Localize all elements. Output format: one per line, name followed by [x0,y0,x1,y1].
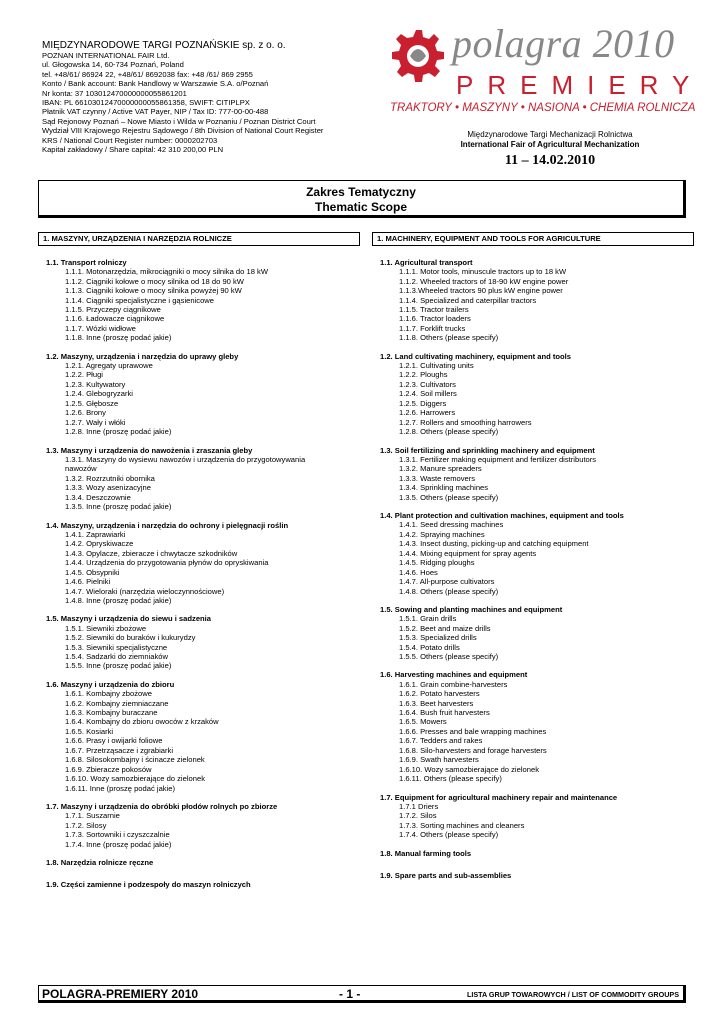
list-item: 1.2.7. Rollers and smoothing harrowers [399,417,532,427]
section-en-8 [380,849,694,858]
fair-name-en: International Fair of Agricultural Mechanization [460,140,640,149]
list-item: 1.1.2. Wheeled tractors of 18-90 kW engine power [399,276,569,286]
section-en-3 [380,446,694,502]
list-item: 1.2.4. Glebogryzarki [65,389,133,399]
section-list-en [372,246,694,880]
company-detail-line: POZNAN INTERNATIONAL FAIR Ltd. [42,51,170,60]
list-item: 1.4.4. Urządzenia do przygotowania płynów do opryskiwania [65,558,269,568]
logo-premiery: PREMIERY [456,70,704,100]
section-title: 1.5. Maszyny i urządzenia do siewu i sadzenia [46,614,212,624]
company-detail-line: Kapitał zakładowy / Share capital: 42 310 200,00 PLN [42,145,224,155]
list-item: 1.6.6. Presses and bale wrapping machines [399,726,547,736]
company-info [42,40,382,154]
list-item: 1.1.7. Wózki widłowe [65,323,136,333]
list-item: 1.2.8. Others (please specify) [399,427,499,437]
list-item: 1.2.7. Wały i włóki [65,417,126,427]
list-item: 1.1.6. Tractor loaders [399,314,471,324]
list-item: 1.1.6. Ładowacze ciągnikowe [65,314,165,324]
section-pl-2 [46,352,360,437]
list-item: 1.6.5. Mowers [399,717,447,727]
list-item: 1.5.3. Siewniki specjalistyczne [65,642,168,652]
section-title: 1.1. Agricultural transport [380,258,473,267]
list-item: 1.6.11. Others (please specify) [399,774,502,784]
list-item: 1.4.2. Opryskiwacze [65,539,134,549]
company-details [42,51,382,154]
section-title: 1.7. Maszyny i urządzenia do obróbki płodów rolnych po zbiorze [46,802,278,812]
list-item: 1.1.8. Others (please specify) [399,333,499,343]
section-en-1 [380,258,694,343]
list-item: 1.2.5. Diggers [399,398,447,408]
list-item: 1.5.2. Beet and maize drills [399,623,491,633]
list-item: 1.6.1. Kombajny zbożowe [65,689,152,699]
list-item: 1.5.5. Others (please specify) [399,651,499,661]
section-pl-9 [46,880,360,889]
list-item: 1.6.10. Wozy samozbierające do zielonek [65,774,205,784]
list-item: 1.5.2. Siewniki do buraków i kukurydzy [65,633,196,643]
list-item: 1.1.1. Motor tools, minuscule tractors up to 18 kW [399,267,567,277]
list-item: 1.2.5. Głębosze [65,398,119,408]
section-en-9 [380,871,694,880]
list-item: 1.2.3. Kultywatory [65,379,126,389]
list-item: 1.2.1. Agregaty uprawowe [65,361,153,371]
list-item: 1.7.1 Driers [399,801,439,811]
section-title: 1.2. Maszyny, urządzenia i narzędzia do uprawy gleby [46,351,239,361]
list-item: 1.1.7. Forklift trucks [399,323,466,333]
list-item: 1.6.3. Kombajny buraczane [65,707,158,717]
section-title: 1.2. Land cultivating machinery, equipment and tools [380,351,572,361]
list-item: 1.6.8. Silosokombajny i ścinacze zielonek [65,755,205,765]
list-item: 1.2.8. Inne (proszę podać jakie) [65,427,172,437]
section-title: 1.3. Maszyny i urządzenia do nawożenia i zraszania gleby [46,445,253,455]
section-title: 1.9. Części zamienne i podzespoły do maszyn rolniczych [46,880,251,890]
list-item: 1.6.3. Beet harvesters [399,698,474,708]
list-item: 1.6.7. Przetrząsacze i zgrabiarki [65,745,174,755]
gear-logo-icon [382,24,450,94]
polagra-logo [382,20,704,118]
title-en: Thematic Scope [314,200,408,214]
list-item: 1.5.3. Specialized drills [399,633,477,643]
company-detail-line: Nr konta: 37 103012470000000055861201 [42,88,187,98]
title-box [38,180,686,218]
list-item: 1.7.3. Sortowniki i czyszczalnie [65,830,170,840]
list-item: 1.3.1. Maszyny do wysiewu nawozów i urządzenia do przygotowywania nawozów [65,454,306,474]
list-item: 1.3.2. Manure spreaders [399,464,482,474]
list-item: 1.7.2. Silos [399,811,437,821]
column-english [372,232,694,880]
section-pl-5 [46,614,360,670]
list-item: 1.2.6. Harrowers [399,408,456,418]
footer-bar [38,985,686,1003]
section-pl-3 [46,446,360,512]
list-item: 1.3.5. Others (please specify) [399,492,499,502]
company-detail-line: tel. +48/61/ 86924 22, +48/61/ 8692038 fax: +48 /61/ 869 2955 [42,69,253,79]
section-title: 1.5. Sowing and planting machines and equipment [380,604,563,614]
section-en-2 [380,352,694,437]
list-item: 1.4.3. Insect dusting, picking-up and catching equipment [399,539,589,549]
section-list-pl [38,246,360,889]
list-item: 1.7.4. Inne (proszę podać jakie) [65,839,172,849]
fair-dates: 11 – 14.02.2010 [504,153,596,168]
section-en-5 [380,605,694,661]
company-detail-line: Konto / Bank account: Bank Handlowy w Warszawie S.A. o/Poznań [42,79,269,89]
section-title: 1.9. Spare parts and sub-assemblies [380,870,512,880]
list-item: 1.6.8. Silo-harvesters and forage harvesters [399,745,547,755]
company-detail-line: Wydział VIII Krajowego Rejestru Sądowego / 8th Division of National Court Register [42,126,324,136]
footer-title: POLAGRA-PREMIERY 2010 [42,987,199,1001]
fair-name-pl: Międzynarodowe Targi Mechanizacji Rolnictwa [467,130,633,139]
list-item: 1.4.8. Others (please specify) [399,586,499,596]
column-header-en: 1. MACHINERY, EQUIPMENT AND TOOLS FOR AGRICULTURE [372,232,694,246]
list-item: 1.1.4. Ciągniki specjalistyczne i gąsienicowe [65,295,214,305]
list-item: 1.4.8. Inne (proszę podać jakie) [65,595,172,605]
list-item: 1.4.5. Obsypniki [65,567,120,577]
list-item: 1.6.11. Inne (proszę podać jakie) [65,783,176,793]
list-item: 1.6.7. Tedders and rakes [399,736,483,746]
list-item: 1.7.3. Sorting machines and cleaners [399,820,525,830]
list-item: 1.1.2. Ciągniki kołowe o mocy silnika od 18 do 90 kW [65,276,244,286]
list-item: 1.6.4. Bush fruit harvesters [399,707,490,717]
list-item: 1.7.4. Others (please specify) [399,830,499,840]
section-en-4 [380,511,694,596]
list-item: 1.4.6. Pielniki [65,577,111,587]
section-title: 1.7. Equipment for agricultural machinery repair and maintenance [380,792,618,802]
list-item: 1.1.3. Ciągniki kołowe o mocy silnika powyżej 90 kW [65,286,242,296]
list-item: 1.3.4. Deszczownie [65,492,131,502]
section-pl-4 [46,521,360,606]
list-item: 1.4.2. Spraying machines [399,529,485,539]
list-item: 1.5.4. Potato drills [399,642,460,652]
list-item: 1.3.3. Waste removers [399,473,476,483]
page-number: - 1 - [339,987,361,1001]
list-item: 1.3.5. Inne (proszę podać jakie) [65,502,172,512]
logo-wordmark: polagra 2010 [452,21,675,66]
list-item: 1.2.1. Cultivating units [399,361,474,371]
list-item: 1.2.6. Brony [65,408,106,418]
section-title: 1.6. Harvesting machines and equipment [380,670,528,680]
list-item: 1.5.1. Siewniki zbożowe [65,623,147,633]
list-item: 1.4.3. Opylacze, zbieracze i chwytacze szkodników [65,548,238,558]
section-title: 1.8. Narzędzia rolnicze ręczne [46,858,154,868]
list-item: 1.3.2. Rozrzutniki obornika [65,473,155,483]
list-item: 1.6.6. Prasy i owijarki foliowe [65,736,163,746]
company-detail-line: KRS / National Court Register number: 0000202703 [42,135,218,145]
list-item: 1.6.10. Wozy samozbierające do zielonek [399,764,539,774]
section-en-7 [380,793,694,840]
company-detail-line: Płatnik VAT czynny / Active VAT Payer, NIP / Tax ID: 777-00-00-488 [42,107,269,117]
list-item: 1.1.3.Wheeled tractors 90 plus kW engine power [399,286,563,296]
list-item: 1.5.5. Inne (proszę podać jakie) [65,661,172,671]
list-item: 1.2.4. Soil millers [399,389,457,399]
section-title: 1.4. Maszyny, urządzenia i narzędzia do ochrony i pielęgnacji roślin [46,520,289,530]
section-title: 1.1. Transport rolniczy [46,258,127,267]
section-title: 1.4. Plant protection and cultivation machines, equipment and tools [380,511,624,521]
list-item: 1.3.4. Sprinkling machines [399,483,489,493]
list-item: 1.4.5. Ridging ploughs [399,558,475,568]
column-polish [38,232,360,889]
list-item: 1.7.1. Suszarnie [65,811,120,821]
section-pl-6 [46,680,360,793]
column-header-pl: 1. MASZYNY, URZĄDZENIA I NARZĘDZIA ROLNICZE [38,232,360,246]
list-item: 1.6.2. Potato harvesters [399,689,480,699]
section-title: 1.8. Manual farming tools [380,848,472,858]
section-title: 1.3. Soil fertilizing and sprinkling machinery and equipment [380,445,595,455]
list-item: 1.1.8. Inne (proszę podać jakie) [65,333,172,343]
list-item: 1.3.1. Fertilizer making equipment and fertilizer distributors [399,454,597,464]
section-pl-7 [46,802,360,849]
list-item: 1.7.2. Silosy [65,820,107,830]
list-item: 1.5.1. Grain drills [399,614,457,624]
list-item: 1.2.2. Ploughs [399,370,448,380]
list-item: 1.5.4. Sadzarki do ziemniaków [65,651,168,661]
section-en-6 [380,670,694,783]
list-item: 1.4.6. Hoes [399,567,438,577]
logo-tagline: TRAKTORY • MASZYNY • NASIONA • CHEMIA ROLNICZA [390,102,696,114]
fair-info [420,130,680,169]
company-detail-line: IBAN: PL 66103012470000000055861358, SWIFT: CITIPLPX [42,98,250,108]
list-item: 1.4.7. Wieloraki (narzędzia wieloczynnościowe) [65,586,225,596]
list-item: 1.1.5. Tractor trailers [399,305,469,315]
list-item: 1.4.1. Zaprawiarki [65,529,126,539]
section-title: 1.6. Maszyny i urządzenia do zbioru [46,679,175,689]
list-item: 1.6.9. Swath harvesters [399,755,479,765]
list-item: 1.4.4. Mixing equipment for spray agents [399,548,537,558]
list-item: 1.6.4. Kombajny do zbioru owoców z krzaków [65,717,219,727]
list-item: 1.4.7. All-purpose cultivators [399,577,495,587]
list-item: 1.6.2. Kombajny ziemniaczane [65,698,169,708]
company-detail-line: ul. Głogowska 14, 60-734 Poznań, Poland [42,60,184,70]
section-pl-1 [46,258,360,343]
list-item: 1.6.9. Zbieracze pokosów [65,764,152,774]
list-item: 1.1.5. Przyczepy ciągnikowe [65,305,161,315]
footer-caption: LISTA GRUP TOWAROWYCH / LIST OF COMMODITY GROUPS [466,990,679,999]
list-item: 1.1.4. Specialized and caterpillar tractors [399,295,537,305]
section-pl-8 [46,858,360,867]
company-detail-line: Sąd Rejonowy Poznań – Nowe Miasto i Wilda w Poznaniu / Poznan District Court [42,116,316,126]
list-item: 1.3.3. Wozy asenizacyjne [65,483,151,493]
list-item: 1.6.1. Grain combine-harvesters [399,679,508,689]
list-item: 1.6.5. Kosiarki [65,726,114,736]
list-item: 1.1.1. Motonarzędzia, mikrociągniki o mocy silnika do 18 kW [65,267,269,277]
company-name: MIĘDZYNARODOWE TARGI POZNAŃSKIE sp. z o. o. [42,40,286,51]
list-item: 1.2.2. Pługi [65,370,103,380]
list-item: 1.4.1. Seed dressing machines [399,520,504,530]
list-item: 1.2.3. Cultivators [399,379,456,389]
title-pl: Zakres Tematyczny [306,185,416,199]
